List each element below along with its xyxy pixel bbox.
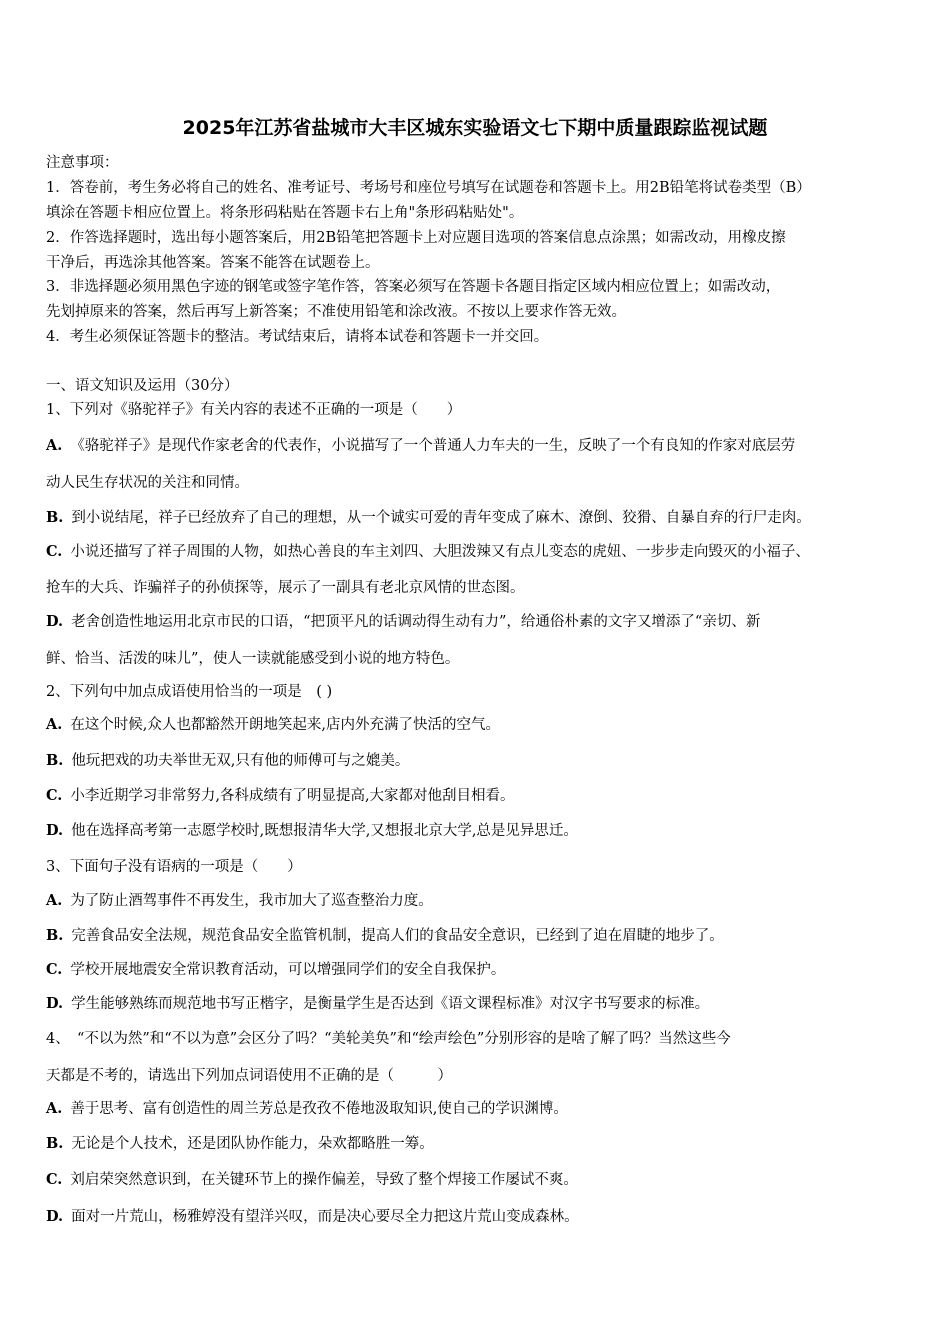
option-text: 为了防止酒驾事件不再发生，我市加大了巡查整治力度。 — [70, 893, 433, 909]
option-text: 在这个时候,众人也都豁然开朗地笑起来,店内外充满了快活的空气。 — [70, 717, 501, 733]
notice-line: 干净后，再选涂其他答案。答案不能答在试题卷上。 — [46, 255, 380, 271]
option-a — [46, 715, 500, 735]
option-label: A. — [46, 437, 63, 454]
option-a — [46, 891, 433, 911]
question-stem-continuation: 天都是不考的，请选出下列加点词语使用不正确的是（ ） — [46, 1068, 452, 1084]
option-text: 他玩把戏的功夫举世无双,只有他的师傅可与之媲美。 — [71, 753, 410, 769]
option-c — [46, 960, 505, 980]
option-d — [46, 994, 709, 1014]
notice-line: 填涂在答题卡相应位置上。将条形码粘贴在答题卡右上角"条形码粘贴处"。 — [46, 205, 524, 221]
option-b — [46, 926, 724, 946]
option-label: B. — [46, 1135, 64, 1152]
option-label: C. — [46, 787, 63, 804]
option-text: 学校开展地震安全常识教育活动，可以增强同学们的安全自我保护。 — [70, 962, 506, 978]
option-c — [46, 1170, 578, 1190]
option-d — [46, 821, 578, 841]
option-label: A. — [46, 1100, 63, 1117]
option-label: C. — [46, 1171, 63, 1188]
option-label: B. — [46, 752, 64, 769]
option-label: A. — [46, 892, 63, 909]
option-text: 面对一片荒山，杨雅婷没有望洋兴叹，而是决心要尽全力把这片荒山变成森林。 — [71, 1209, 579, 1225]
page-title: 2025年江苏省盐城市大丰区城东实验语文七下期中质量跟踪监视试题 — [182, 117, 768, 139]
option-label: D. — [46, 1208, 64, 1225]
option-label: C. — [46, 543, 63, 560]
option-label: D. — [46, 613, 64, 630]
notice-line: 1．答卷前，考生务必将自己的姓名、准考证号、考场号和座位号填写在试题卷和答题卡上。用2B铅笔将试卷类型（B） — [46, 180, 811, 196]
option-label: D. — [46, 995, 64, 1012]
option-text: 小说还描写了祥子周围的人物，如热心善良的车主刘四、大胆泼辣又有点儿变态的虎妞、一步步走向毁灭的小福子、 — [70, 544, 810, 560]
option-text: 他在选择高考第一志愿学校时,既想报清华大学,又想报北京大学,总是见异思迁。 — [71, 823, 578, 839]
option-label: A. — [46, 716, 63, 733]
option-label: B. — [46, 927, 64, 944]
option-continuation: 鲜、恰当、活泼的味儿”，使人一读就能感受到小说的地方特色。 — [46, 651, 460, 667]
option-text: 无论是个人技术，还是团队协作能力，朵欢都略胜一筹。 — [71, 1136, 434, 1152]
option-b — [46, 508, 811, 528]
question-stem: 4、 “不以为然”和“不以为意”会区分了吗？“美轮美奂”和“绘声绘色”分别形容的是啥了解了吗？当然这些今 — [46, 1031, 731, 1047]
option-b — [46, 751, 409, 771]
option-label: C. — [46, 961, 63, 978]
option-c — [46, 542, 810, 562]
option-b — [46, 1134, 434, 1154]
option-text: 老舍创造性地运用北京市民的口语，“把顶平凡的话调动得生动有力”，给通俗朴素的文字又增添了“亲切、新 — [71, 614, 761, 630]
option-a — [46, 1099, 568, 1119]
option-continuation: 抢车的大兵、诈骗祥子的孙侦探等，展示了一副具有老北京风情的世态图。 — [46, 580, 525, 596]
option-continuation: 动人民生存状况的关注和同情。 — [46, 475, 249, 491]
question-stem: 2、下列句中加点成语使用恰当的一项是 ( ) — [46, 684, 333, 700]
notice-line: 先划掉原来的答案，然后再写上新答案；不准使用铅笔和涂改液。不按以上要求作答无效。 — [46, 304, 626, 320]
option-text: 小李近期学习非常努力,各科成绩有了明显提高,大家都对他刮目相看。 — [70, 788, 515, 804]
option-c — [46, 786, 515, 806]
notice-line: 4．考生必须保证答题卡的整洁。考试结束后，请将本试卷和答题卡一并交回。 — [46, 329, 549, 345]
option-d — [46, 612, 760, 632]
option-text: 《骆驼祥子》是现代作家老舍的代表作，小说描写了一个普通人力车夫的一生，反映了一个有良知的作家对底层劳 — [70, 438, 796, 454]
option-text: 到小说结尾，祥子已经放弃了自己的理想，从一个诚实可爱的青年变成了麻木、潦倒、狡猾、自暴自弃的行尸走肉。 — [71, 510, 811, 526]
notice-line: 3．非选择题必须用黑色字迹的钢笔或签字笔作答，答案必须写在答题卡各题目指定区域内相应位置上；如需改动， — [46, 279, 781, 295]
notice-heading: 注意事项： — [46, 155, 119, 171]
option-text: 完善食品安全法规，规范食品安全监管机制，提高人们的食品安全意识，已经到了迫在眉睫的地步了。 — [71, 928, 724, 944]
option-d — [46, 1207, 579, 1227]
question-stem: 1、下列对《骆驼祥子》有关内容的表述不正确的一项是（ ） — [46, 402, 462, 418]
question-stem: 3、下面句子没有语病的一项是（ ） — [46, 859, 302, 875]
option-text: 善于思考、富有创造性的周兰芳总是孜孜不倦地汲取知识,使自己的学识渊博。 — [70, 1101, 568, 1117]
option-text: 学生能够熟练而规范地书写正楷字，是衡量学生是否达到《语文课程标准》对汉字书写要求的标准。 — [71, 996, 710, 1012]
notice-line: 2．作答选择题时，选出每小题答案后，用2B铅笔把答题卡上对应题目选项的答案信息点涂黑；如需改动，用橡皮擦 — [46, 230, 786, 246]
option-label: D. — [46, 822, 64, 839]
option-text: 刘启荣突然意识到，在关键环节上的操作偏差，导致了整个焊接工作屡试不爽。 — [70, 1172, 578, 1188]
option-a — [46, 436, 795, 456]
option-label: B. — [46, 509, 64, 526]
section-heading: 一、语文知识及运用（30分） — [46, 378, 239, 394]
